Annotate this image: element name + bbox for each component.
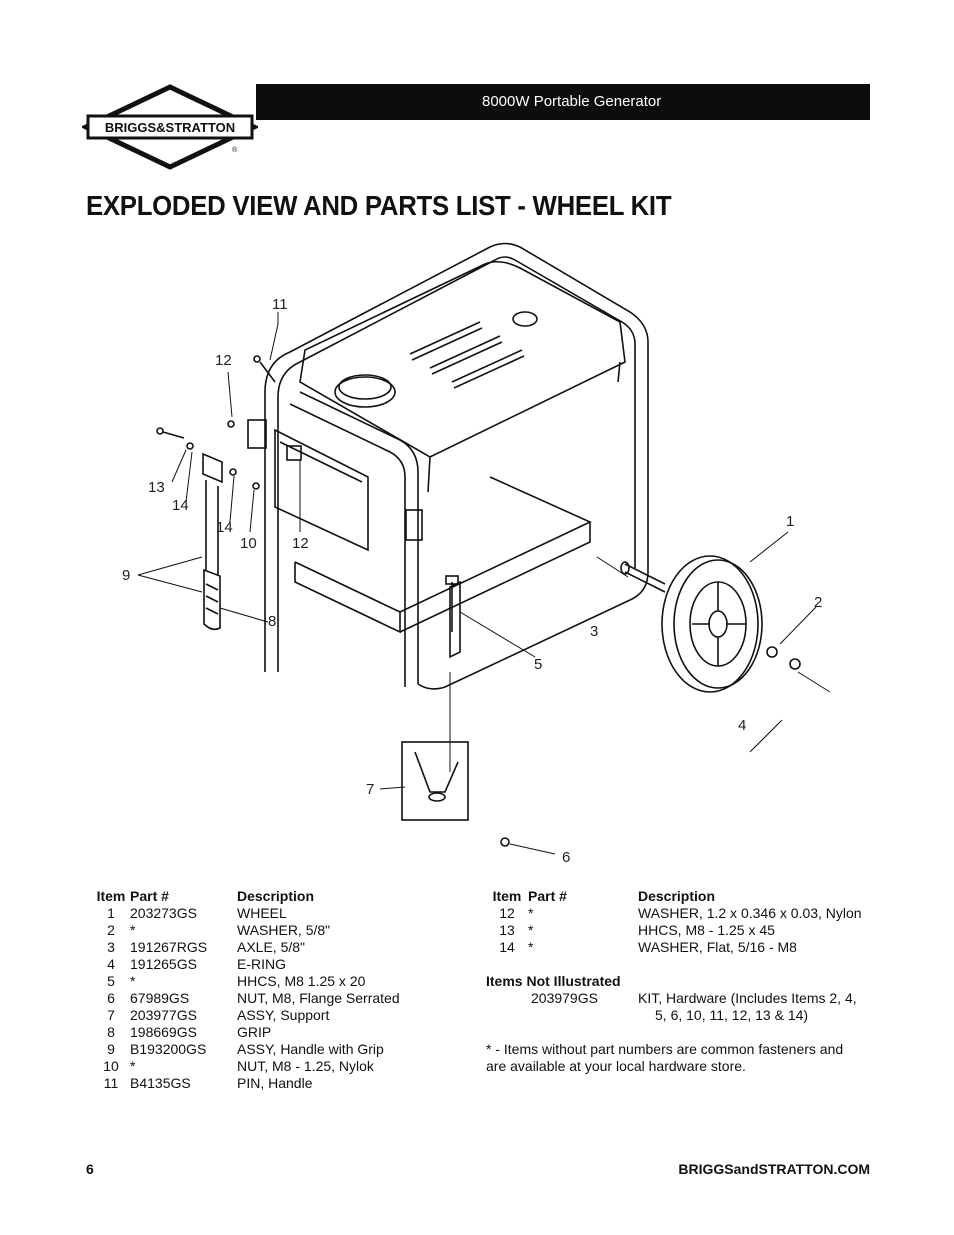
table-row: 12 * WASHER, 1.2 x 0.346 x 0.03, Nylon — [499, 905, 862, 921]
briggs-stratton-logo — [82, 84, 258, 170]
table-row: 14 * WASHER, Flat, 5/16 - M8 — [499, 939, 797, 955]
table-row: 9 B193200GS ASSY, Handle with Grip — [107, 1041, 384, 1057]
callout-12b: 12 — [292, 535, 309, 552]
table-row: 13 * HHCS, M8 - 1.25 x 45 — [499, 922, 775, 938]
page-title: EXPLODED VIEW AND PARTS LIST - WHEEL KIT — [86, 190, 672, 221]
callout-14b: 14 — [216, 519, 233, 536]
table-row: 5 * HHCS, M8 1.25 x 20 — [107, 973, 366, 989]
banner-text: 8000W Portable Generator — [482, 93, 662, 110]
callout-2: 2 — [814, 594, 823, 611]
not-illustrated-line2: 5, 6, 10, 11, 12, 13 & 14) — [655, 1007, 809, 1023]
parts-header: Item Part # Description — [492, 888, 716, 904]
exploded-view-diagram — [100, 232, 860, 872]
callout-10: 10 — [240, 535, 257, 552]
callout-12a: 12 — [215, 352, 232, 369]
header-banner — [256, 84, 870, 120]
table-row: 8 198669GS GRIP — [107, 1024, 272, 1040]
website-footer: BRIGGSandSTRATTON.COM — [678, 1161, 870, 1177]
table-row: 11 B4135GS PIN, Handle — [103, 1075, 313, 1091]
callout-8: 8 — [268, 613, 277, 630]
page-number: 6 — [86, 1161, 94, 1177]
parts-list-right — [486, 888, 886, 1075]
callout-9: 9 — [122, 567, 131, 584]
table-row: 10 * NUT, M8 - 1.25, Nylok — [103, 1058, 374, 1074]
table-row: 4 191265GS E-RING — [107, 956, 286, 972]
not-illustrated-row: 203979GS KIT, Hardware (Includes Items 2, 4, — [531, 990, 857, 1006]
table-row: 7 203977GS ASSY, Support — [107, 1007, 330, 1023]
callout-11: 11 — [272, 296, 288, 313]
parts-list-left — [92, 888, 452, 1092]
svg-text:®: ® — [232, 147, 238, 154]
footnote: * - Items without part numbers are common fasteners and are available at your local hardware store. — [486, 1041, 844, 1074]
callout-4: 4 — [738, 717, 747, 734]
table-row: 3 191267RGS AXLE, 5/8" — [107, 939, 306, 955]
callout-5: 5 — [534, 656, 543, 673]
logo-text: BRIGGS&STRATTON — [104, 120, 236, 135]
table-row: 1 203273GS WHEEL — [107, 905, 287, 921]
not-illustrated-heading: Items Not Illustrated — [486, 973, 621, 989]
table-row: 6 67989GS NUT, M8, Flange Serrated — [107, 990, 400, 1006]
callout-6: 6 — [562, 849, 571, 866]
parts-header: Item Part # Description — [96, 888, 315, 904]
callout-1: 1 — [786, 513, 795, 530]
callout-7: 7 — [366, 781, 375, 798]
table-row: 2 * WASHER, 5/8" — [107, 922, 331, 938]
callout-3: 3 — [590, 623, 599, 640]
callout-14a: 14 — [172, 497, 189, 514]
callout-13: 13 — [148, 479, 165, 496]
